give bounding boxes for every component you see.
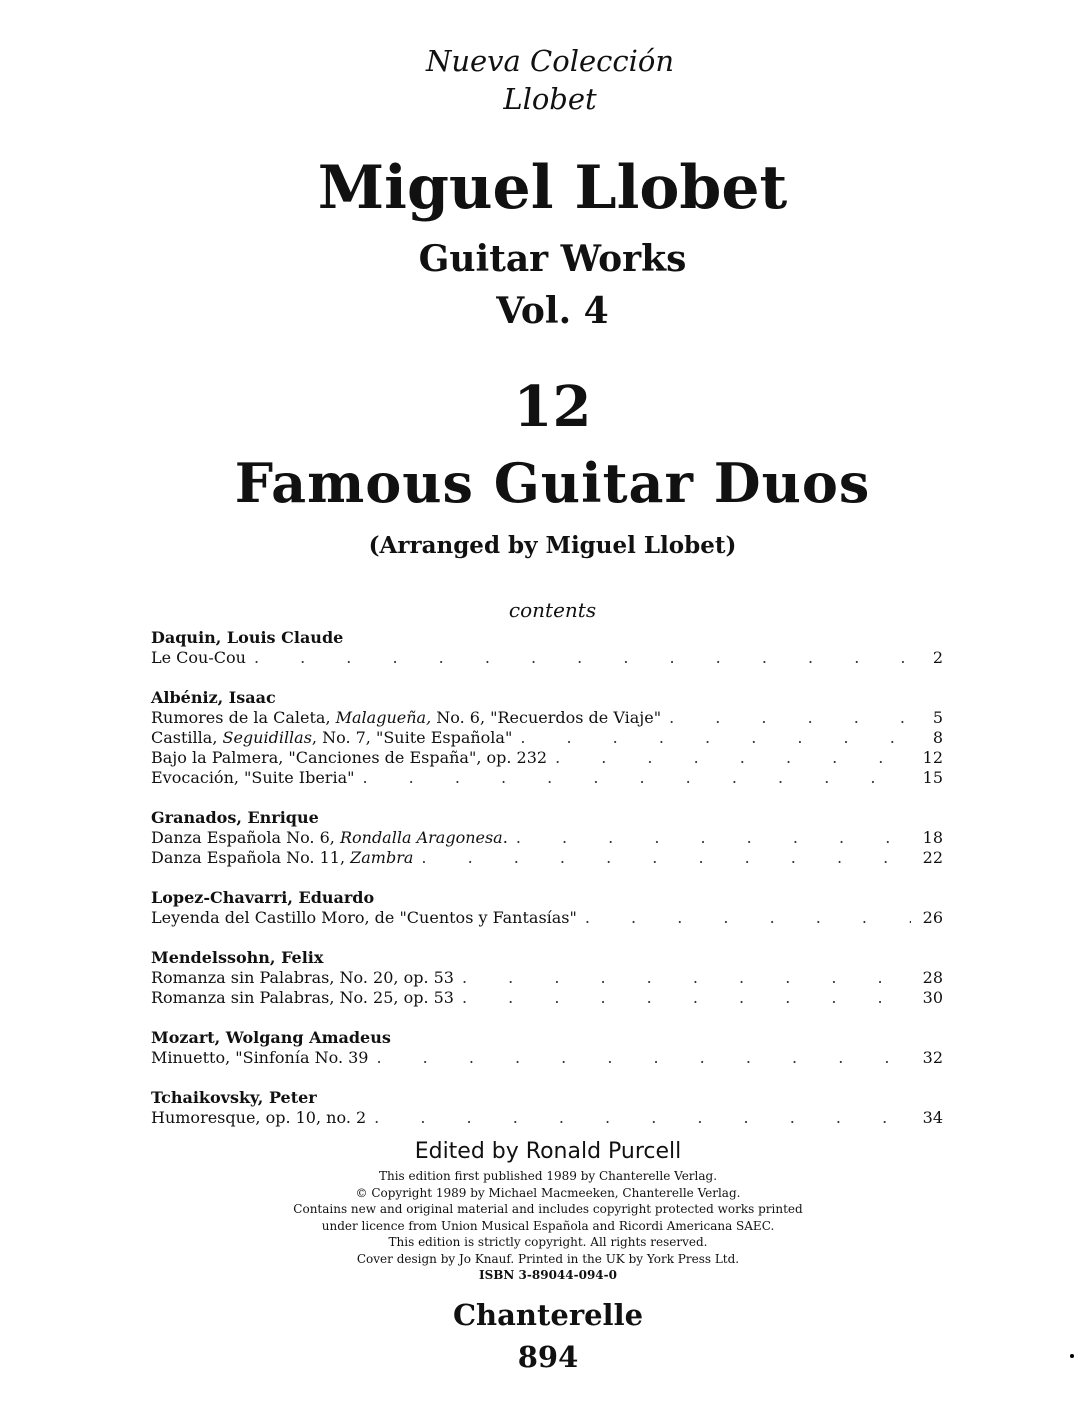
work-title-part: Evocación, "Suite Iberia" (151, 768, 355, 787)
dot-leader (520, 728, 911, 748)
work-title (151, 1048, 368, 1068)
work-row (151, 728, 943, 748)
series-line-1: Nueva Colección (425, 44, 675, 78)
duo-count: 12 (513, 374, 592, 440)
composer-entry (151, 688, 943, 788)
editor-credit: Edited by Ronald Purcell (414, 1139, 682, 1164)
work-title-part: Rumores de la Caleta, (151, 708, 336, 727)
arranger-line: (Arranged by Miguel Llobet) (368, 532, 737, 559)
composer-entry (151, 808, 943, 868)
work-title-part: Malagueña, (335, 708, 432, 727)
composer-name: Mozart, Wolgang Amadeus (151, 1028, 391, 1047)
publication-credits (0, 1168, 1080, 1284)
work-title-part: Leyenda del Castillo Moro, de "Cuentos y Fantasías" (151, 908, 577, 927)
credit-line: © Copyright 1989 by Michael Macmeeken, Chanterelle Verlag. (355, 1185, 741, 1200)
composer-name: Albéniz, Isaac (151, 688, 276, 707)
dot-leader (516, 828, 911, 848)
main-title: Famous Guitar Duos (234, 451, 871, 515)
work-title-part: Le Cou-Cou (151, 648, 246, 667)
work-title (151, 728, 512, 748)
series-name (0, 42, 1080, 118)
work-title (151, 1108, 366, 1128)
work-title (151, 748, 547, 768)
dot-leader (376, 1048, 911, 1068)
composer-name: Lopez-Chavarri, Eduardo (151, 888, 375, 907)
composer-name: Granados, Enrique (151, 808, 319, 827)
dot-leader (462, 968, 911, 988)
work-row (151, 988, 943, 1008)
composer-title: Miguel Llobet (317, 153, 788, 223)
page-number: 2 (932, 648, 943, 667)
isbn: ISBN 3-89044-094-0 (478, 1268, 617, 1282)
work-row (151, 768, 943, 788)
work-title (151, 768, 354, 788)
publisher-name: Chanterelle (452, 1298, 644, 1332)
series-line-2: Llobet (503, 82, 597, 116)
work-title-part: Seguidillas (222, 728, 312, 747)
page-number: 8 (932, 728, 943, 747)
composer-entry (151, 628, 943, 668)
work-title-part: , No. 7, "Suite Española" (311, 728, 513, 747)
work-title-part: Castilla, (151, 728, 223, 747)
composer-entry (151, 888, 943, 928)
composer-name: Mendelssohn, Felix (151, 948, 324, 967)
work-title-part: Danza Española No. 11, (151, 848, 351, 867)
work-title-part: Romanza sin Palabras, No. 20, op. 53 (151, 968, 454, 987)
page-number: 34 (922, 1108, 943, 1127)
work-title (151, 908, 577, 928)
dot-leader (362, 768, 911, 788)
work-title (151, 708, 661, 728)
page-number: 15 (922, 768, 943, 787)
composer-name: Tchaikovsky, Peter (151, 1088, 317, 1107)
credit-line: under licence from Union Musical Española and Ricordi Americana SAEC. (321, 1218, 775, 1233)
work-title (151, 648, 246, 668)
print-speck (1070, 1354, 1074, 1358)
work-title-part: Zambra (350, 848, 414, 867)
dot-leader (555, 748, 911, 768)
work-title-part: Romanza sin Palabras, No. 25, op. 53 (151, 988, 454, 1007)
volume-label: Vol. 4 (496, 290, 609, 332)
subtitle: Guitar Works (418, 238, 687, 280)
work-title (151, 968, 454, 988)
page-number: 28 (922, 968, 943, 987)
catalog-number: 894 (517, 1340, 579, 1374)
work-title-part: Minuetto, "Sinfonía No. 39 (151, 1048, 369, 1067)
work-title-part: Bajo la Palmera, "Canciones de España", op. 232 (151, 748, 548, 767)
page-number: 5 (932, 708, 943, 727)
work-title-part: Danza Española No. 6, (151, 828, 340, 847)
composer-entry (151, 1028, 943, 1068)
dot-leader (421, 848, 911, 868)
work-title-part: No. 6, "Recuerdos de Viaje" (431, 708, 662, 727)
credit-line: Cover design by Jo Knauf. Printed in the UK by York Press Ltd. (356, 1251, 740, 1266)
work-row (151, 1048, 943, 1068)
contents-heading: contents (508, 598, 597, 622)
work-title (151, 848, 413, 868)
credit-line: This edition first published 1989 by Chanterelle Verlag. (378, 1169, 718, 1183)
page-number: 26 (922, 908, 943, 927)
work-title (151, 828, 508, 848)
work-row (151, 748, 943, 768)
work-row (151, 648, 943, 668)
dot-leader (254, 648, 911, 668)
composer-entry (151, 1088, 943, 1128)
page-number: 12 (922, 748, 943, 767)
work-title-part: Rondalla Aragonesa (339, 828, 503, 847)
credit-line: Contains new and original material and includes copyright protected works printed (293, 1202, 803, 1216)
dot-leader (585, 908, 911, 928)
table-of-contents (151, 628, 943, 1148)
page-number: 32 (922, 1048, 943, 1067)
composer-entry (151, 948, 943, 1008)
work-row (151, 848, 943, 868)
dot-leader (374, 1108, 911, 1128)
work-row (151, 968, 943, 988)
dot-leader (669, 708, 911, 728)
work-title-part: . (502, 828, 508, 847)
page-number: 30 (922, 988, 943, 1007)
page-number: 22 (922, 848, 943, 867)
page-number: 18 (922, 828, 943, 847)
work-row (151, 828, 943, 848)
composer-name: Daquin, Louis Claude (151, 628, 344, 647)
work-row (151, 908, 943, 928)
credit-line: This edition is strictly copyright. All rights reserved. (388, 1235, 708, 1249)
work-row (151, 708, 943, 728)
dot-leader (462, 988, 911, 1008)
work-row (151, 1108, 943, 1128)
work-title (151, 988, 454, 1008)
work-title-part: Humoresque, op. 10, no. 2 (151, 1108, 367, 1127)
